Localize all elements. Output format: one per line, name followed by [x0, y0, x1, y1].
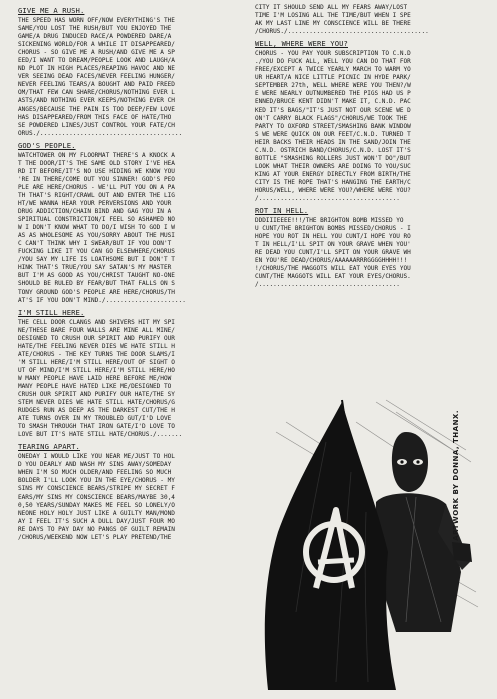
lyric-line: OM/THAT FEW CAN SHARE/CHORUS/NOTHING EVER L [18, 89, 175, 97]
lyric-line: W MANY PEOPLE HAVE LAID HERE BEFORE ME/HOW [18, 374, 172, 382]
lyric-line: /CHORUS/WEEKEND NOW LET'S PLAY PRETEND/THE [18, 533, 172, 541]
lyric-line: NEVER FEELING TEARS/A BOUGHT AND PAID FREED [18, 81, 175, 89]
lyric-line: RD IT BEFORE/IT'S NO USE HIDING WE KNOW YOU [18, 167, 175, 175]
left-column [18, 4, 250, 545]
lyric-line: TO SMASH THROUGH THAT IRON GATE/I'D LOVE TO [18, 423, 175, 431]
lyric-body [255, 50, 489, 203]
lyric-line: T THE DOOR/IT'S THE SAME OLD STORY I'VE HEA [18, 159, 175, 167]
lyric-line: HINK THAT'S TRUE/YOU SAY SATAN'S MY MASTER [18, 264, 172, 272]
lyric-line: RE DEAD YOU CUNT/I'LL SPIT ON YOUR GRAVE WH [255, 249, 411, 257]
anarchy-flag-illustration [256, 392, 482, 692]
lyric-line: UR HEART/A NICE LITTLE PICNIC IN HYDE PARK/ [255, 74, 411, 82]
right-column [255, 4, 489, 293]
lyric-line: AT'S IF YOU DON'T MIND./...................... [18, 296, 186, 304]
lyric-line: LOVE BUT IT'S HATE STILL HATE/CHORUS./....... [18, 431, 183, 439]
lyric-line: CHORUS - SO GIVE ME A RUSH/AND GIVE ME A SP [18, 49, 175, 57]
lyric-line: SEPTEMBER 27th, WELL WHERE WERE YOU THEN?/W [255, 82, 411, 90]
lyric-line: T IN HELL/I'LL SPIT ON YOUR GRAVE WHEN YOU' [255, 241, 411, 249]
lyric-line: 'M STILL HERE/I'M STILL HERE/OUT OF SIGHT O [18, 358, 175, 366]
lyric-line: SAME/YOU LOST THE RUSH/BUT YOU ENJOYED THE [18, 25, 172, 33]
lyric-line: TIME I'M LOSING ALL THE TIME/BUT WHEN I SPE [255, 12, 411, 20]
lyric-line: AK MY LAST LINE MY CONSCIENCE WILL BE THERE [255, 20, 411, 28]
lyric-body [18, 152, 250, 305]
lyric-section [18, 141, 250, 305]
lyric-line: CUNT/THE MAGGOTS WILL EAT YOUR EYES/CHORUS. [255, 273, 411, 281]
lyric-line: E WERE NEARLY OUTNUMBERED THE PIGS HAD US P [255, 90, 411, 98]
song-title: GIVE ME A RUSH. [18, 6, 85, 15]
song-title: WELL, WHERE WERE YOU? [255, 39, 348, 49]
lyric-line: THE SPEED HAS WORN OFF/NOW EVERYTHING'S THE [18, 17, 175, 24]
lyric-body [18, 453, 250, 542]
lyric-line: C.N.D. OSTRICH BAND/CHORUS/C.N.D. LOST IT'S [255, 146, 411, 154]
lyric-line: ONEDAY I WOULD LIKE YOU NEAR ME/JUST TO HOL [18, 453, 175, 461]
lyric-line: EED/I WANT TO DREAM/PEOPLE LOOK AND LAUGH/A [18, 57, 175, 65]
lyric-line: /....................................... [255, 195, 400, 203]
lyric-line: STEM NEVER DIES WE HATE STILL HATE/CHORUS/G [18, 399, 175, 407]
lyric-line: HEIR BACKS THEIR HEADS IN THE SAND/JOIN THE [255, 138, 411, 146]
lyric-section [255, 39, 489, 203]
lyric-line: LOOK WHAT THEIR OWNERS ARE DOING TO YOU/SUC [255, 162, 411, 170]
lyric-line: SPIRITUAL CONSTRICTION/I FEEL SO ASHAMED NO [18, 216, 175, 224]
lyric-line: /....................................... [255, 281, 400, 289]
lyric-line: KED IT'S BAGS/"IT'S JUST NOT OUR SCENE WE D [255, 106, 411, 114]
lyric-line: W I DON'T KNOW WHAT TO DO/I WISH TO GOD I W [18, 224, 175, 232]
lyric-line: D YOU DEARLY AND WASH MY SINS AWAY/SOMEDAY [18, 461, 172, 469]
lyric-line: SHOULD BE RULED BY FEAR/BUT THAT FALLS ON S [18, 280, 175, 288]
lyric-line: /YOU SAY MY LIFE IS LOATHSOME BUT I DON'T T [18, 256, 175, 264]
lyric-line: EARS/MY SINS MY CONSCIENCE BEARS/MAYBE 30,4 [18, 493, 175, 501]
lyric-line: NE/THESE BARE FOUR WALLS ARE MINE ALL MINE/ [18, 326, 175, 334]
lyric-line: 'RE IN THERE/COME OUT YOU SINNER! GOD'S PEO [18, 175, 175, 183]
lyric-line: ON'T CARRY BLACK FLAGS"/CHORUS/WE TOOK THE [255, 114, 408, 122]
lyric-line: WHEN I'M SO MUCH OLDER/AND FEELING SO MUCH [18, 469, 172, 477]
lyric-line: CHORUS - YOU PAY YOUR SUBSCRIPTION TO C.N.D [255, 50, 411, 58]
lyric-line: FREE/EXCEPT A TWICE YEARLY MARCH TO WARM YO [255, 66, 411, 74]
lyric-line: VER SEEING DEAD FACES/NEVER FEELING HUNGER/ [18, 73, 175, 81]
lyric-line: BOLDER I'LL LOOK YOU IN THE EYE/CHORUS - MY [18, 477, 175, 485]
lyric-line: CITY IT SHOULD SEND ALL MY FEARS AWAY/LOST [255, 4, 408, 11]
lyric-line: ./YOU DO FUCK ALL, WELL YOU CAN DO THAT FOR [255, 58, 411, 66]
lyric-line: ENNED/BRUCE KENT DIDN'T MAKE IT, C.N.D. PAC [255, 98, 411, 106]
lyric-line: /CHORUS./....................................... [255, 28, 429, 36]
lyric-section [18, 442, 250, 542]
lyric-line: 0,50 YEARS/SUNDAY MAKES ME FEEL SO LONELY/O [18, 501, 175, 509]
lyric-line: UT OF MIND/I'M STILL HERE/I'M STILL HERE/HO [18, 366, 175, 374]
lyric-body [18, 17, 250, 138]
lyric-section [255, 4, 489, 36]
lyric-line: AS AS WHOLESOME AS YOU/SORRY ABOUT THE MUSI [18, 232, 175, 240]
lyric-line: CITY IS THE ROPE THAT'S HANGING THE EARTH/C [255, 178, 411, 186]
lyric-line: ANGES/BECAUSE THE PAIN IS TOO DEEP/FEW LOVE [18, 105, 175, 113]
lyric-line: ASTS/AND NOTHING EVER KEEPS/NOTHING EVER CH [18, 97, 175, 105]
lyric-line: TONY GROUND GOD'S PEOPLE ARE HERE/CHORUS/TH [18, 288, 175, 296]
lyric-line: GAME/A DRUG INDUCED RACE/A POWDERED DARE/A [18, 33, 172, 41]
lyric-line: SINS MY CONSCIENCE BEARS/STRIPE MY SECRET F [18, 485, 175, 493]
lyric-line: BUT I'M AS GOOD AS YOU/CHRIST TAUGHT NO-ONE [18, 272, 175, 280]
lyric-body [255, 217, 489, 289]
lyric-line: RE DAYS TO PAY DAY NO PANGS OF GUILT REMAIN [18, 525, 175, 533]
lyric-section [18, 308, 250, 440]
lyric-line: DDDIIIEEEE!!!/THE BRIGHTON BOMB MISSED YO [255, 217, 404, 225]
lyric-line: RUDGES RUN AS DEEP AS THE DARKEST CUT/THE H [18, 407, 175, 415]
lyric-line: HATE/THE FEELING NEVER DIES WE HATE STILL H [18, 342, 175, 350]
lyric-line: EN YOU'RE DEAD/CHORUS/AAAAAARRRGGGGHHHH!!! [255, 257, 408, 265]
song-title: GOD'S PEOPLE. [18, 140, 76, 150]
lyric-line: HORUS/WELL, WHERE WERE YOU?/WHERE WERE YOU? [255, 186, 411, 194]
artwork-credit: ARTWORK BY DONNA, THANX. [452, 410, 460, 541]
lyric-line: ATE/CHORUS - THE KEY TURNS THE DOOR SLAMS/I [18, 350, 175, 358]
lyric-line: DESIGNED TO CRUSH OUR SPIRIT AND PURIFY OUR [18, 334, 175, 342]
lyric-line: FUCKING LIKE IT YOU CAN GO ELSEWHERE/CHORUS [18, 248, 175, 256]
song-title: ROT IN HELL. [255, 206, 309, 216]
lyric-body [255, 4, 489, 36]
lyric-line: HT/WE WANNA HEAR YOUR PERVERSIONS AND YOUR [18, 199, 172, 207]
lyric-line: NEONE HOLY HOLY JUST LIKE A GUILTY MAN/MOND [18, 509, 175, 517]
lyric-line: PARTY TO OXFORD STREET/SMASHING BANK WINDOW [255, 122, 411, 130]
lyric-line: C CAN'T THINK WHY I SWEAR/BUT IF YOU DON'T [18, 240, 172, 248]
lyric-line: KING AT YOUR ENERGY DIRECTLY FROM BIRTH/THE [255, 170, 411, 178]
lyric-body [18, 319, 250, 440]
lyric-line: TH THAT'S RIGHT/CRAWL OUT AND ENTER THE LIG [18, 191, 175, 199]
lyric-line: U CUNT/THE BRIGHTON BOMBS MISSED/CHORUS - I [255, 225, 411, 233]
lyric-line: THE CELL DOOR CLANGS AND SHIVERS HIT MY SPI [18, 318, 175, 326]
lyric-line: CRUSH OUR SPIRIT AND PURIFY OUR HATE/THE SY [18, 391, 175, 399]
lyric-line: MANY PEOPLE HAVE HATED LIKE ME/DESIGNED TO [18, 382, 172, 390]
lyric-section [255, 206, 489, 289]
lyric-line: DRUG ADDICTION/CHAIN BIND AND GAG YOU IN A [18, 208, 172, 216]
lyric-line: AY I FEEL IT'S SUCH A DULL DAY/JUST FOUR MO [18, 517, 175, 525]
lyric-line: HAS DISAPPEARED/FROM THIS FACE OF HATE/THO [18, 113, 172, 121]
black-flag [265, 402, 396, 690]
lyric-line: SE POWDERED LINES/JUST CONTROL YOUR FATE/CH [18, 121, 175, 129]
lyric-section [18, 6, 250, 138]
lyric-line: !/CHORUS/THE MAGGOTS WILL EAT YOUR EYES YOU [255, 265, 411, 273]
lyric-line: PLE ARE HERE/CHORUS - WE'LL PUT YOU ON A PA [18, 183, 175, 191]
lyric-line: ND PLOT IN HIGH PLACES/REAPING HAVOC AND NE [18, 65, 175, 73]
lyric-line: ORUS./....................................... [18, 129, 183, 137]
song-title: I'M STILL HERE. [18, 307, 85, 317]
lyric-line: SICKENING WORLD/FOR A WHILE IT DISAPPEARED/ [18, 41, 175, 49]
lyric-line: WATCHTOWER ON MY FLOORMAT THERE'S A KNOCK A [18, 151, 175, 159]
lyric-line: BOTTLE "SMASHING ROLLERS JUST WON'T DO"/BUT [255, 154, 411, 162]
lyric-line: HOPE YOU ROT IN HELL YOU CUNT/I HOPE YOU RO [255, 233, 411, 241]
lyric-line: S WE WERE QUICK ON OUR FEET/C.N.D. TURNED T [255, 130, 411, 138]
lyric-line: ATE TURNS OVER IN MY TROUBLED GUT/I'D LOVE [18, 415, 172, 423]
song-title: TEARING APART. [18, 442, 80, 452]
